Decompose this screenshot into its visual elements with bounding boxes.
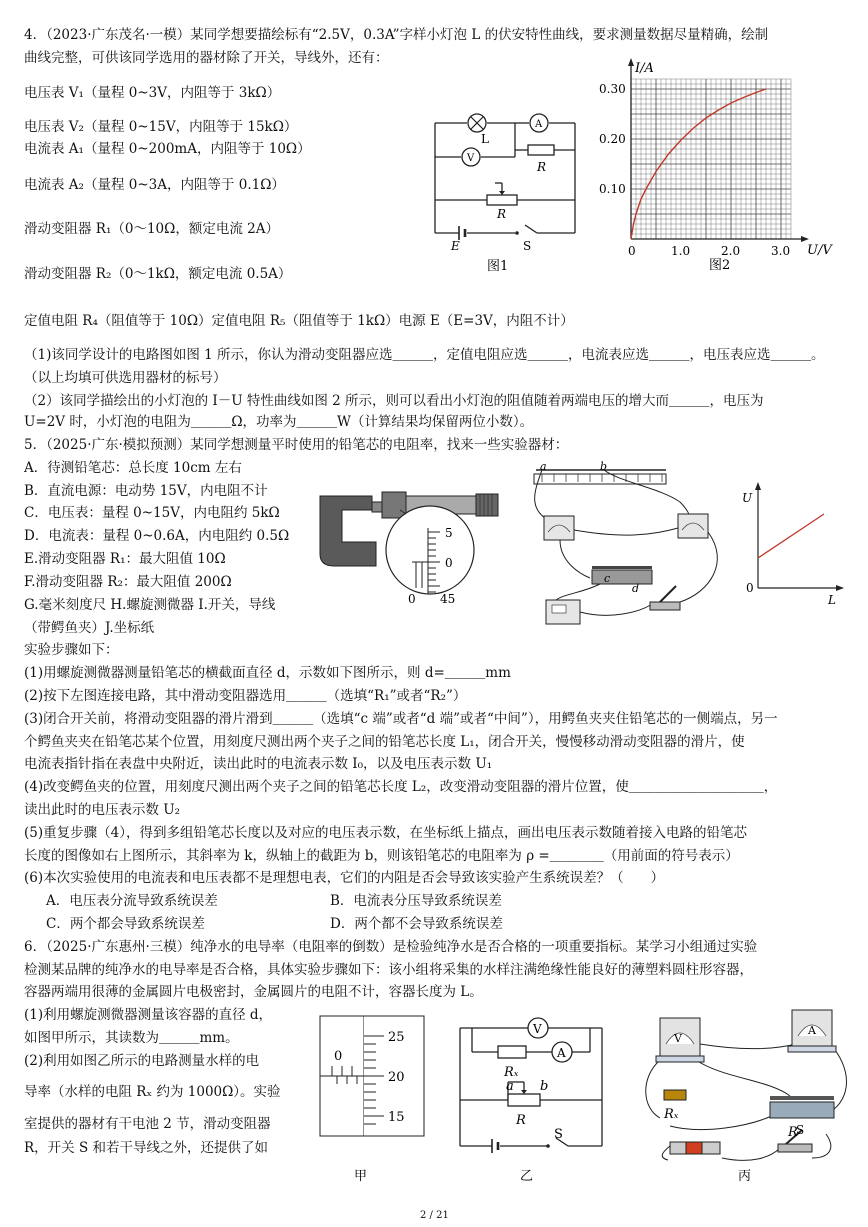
jia-label-0: 0	[334, 1049, 343, 1064]
q5-option-a[interactable]: A．电压表分流导致系统误差	[46, 893, 218, 909]
micrometer-label-45: 45	[440, 592, 456, 606]
equip-v1: 电压表 V₁（量程 0~3V，内阻等于 3kΩ）	[24, 85, 281, 101]
q5-step4: (4)改变鳄鱼夹的位置，用刻度尺测出两个夹子之间的铅笔芯长度 L₂，改变滑动变阻器的滑片位置，使＿＿＿＿＿＿＿＿＿＿，	[24, 779, 778, 795]
fig1-label-l: L	[481, 132, 489, 146]
q5-item-c: C．电压表：量程 0~15V，内电阻约 5kΩ	[24, 505, 280, 521]
x-tick-label: 1.0	[671, 244, 691, 258]
bing-label-r: R	[788, 1125, 798, 1140]
micrometer-base-0: 0	[408, 592, 416, 606]
q5-step3-cont2: 电流表指针指在表盘中央附近，读出此时的电流表示数 I₀，以及电压表示数 U₁	[24, 756, 493, 772]
q5-apparatus	[520, 462, 730, 632]
q5-item-a: A．待测铅笔芯：总长度 10cm 左右	[24, 460, 242, 476]
fig1-label-r: R	[537, 160, 547, 174]
q5-option-b[interactable]: B．电流表分压导致系统误差	[330, 893, 502, 909]
q5-step2: (2)按下左图连接电路，其中滑动变阻器选用＿＿＿（选填“R₁”或者“R₂”）	[24, 688, 467, 704]
q6-header: 6．（2025·广东惠州·三模）纯净水的电导率（电阻率的倒数）是检验纯净水是否合格的一项重要指标。某学习小组通过实验	[24, 939, 758, 955]
q5-step6: (6)本次实验使用的电流表和电压表都不是理想电表，它们的内阻是否会导致该实验产生系统误差？（ ）	[24, 870, 665, 886]
fig1-label-rheostat: R	[497, 207, 507, 221]
q5-item-e: E.滑动变阻器 R₁：最大阻值 10Ω	[24, 551, 226, 567]
bing-caption: 丙	[738, 1169, 752, 1184]
equip-resistors-source: 定值电阻 R₄（阻值等于 10Ω）定值电阻 R₅（阻值等于 1kΩ）电源 E（E=3V，内阻不计）	[24, 313, 574, 329]
q6-fig-yi	[452, 1010, 622, 1190]
equip-r1: 滑动变阻器 R₁（0～10Ω，额定电流 2A）	[24, 221, 279, 237]
bing-label-a: A	[808, 1024, 816, 1037]
q6-step2-cont2: 室提供的器材有干电池 2 节，滑动变阻器	[24, 1116, 271, 1132]
q4-part1: （1)该同学设计的电路图如图 1 所示，你认为滑动变阻器应选＿＿＿，定值电阻应选＿＿＿，电流表应选＿＿＿，电压表应选＿＿＿。	[24, 347, 825, 363]
yi-label-s: S	[554, 1127, 563, 1142]
yi-label-r: R	[516, 1113, 526, 1128]
page-number: 2 / 21	[420, 1210, 449, 1221]
equip-r2: 滑动变阻器 R₂（0～1kΩ，额定电流 0.5A）	[24, 266, 292, 282]
y-tick-label: 0.20	[599, 132, 626, 146]
q5-item-d: D．电流表：量程 0~0.6A，内电阻约 0.5Ω	[24, 528, 290, 544]
fig2-iu-chart	[595, 55, 832, 275]
q5-item-b: B．直流电源：电动势 15V，内电阻不计	[24, 483, 268, 499]
q6-step2-cont1: 导率（水样的电阻 Rₓ 约为 1000Ω）。实验	[24, 1084, 281, 1100]
fig1-circuit	[425, 105, 585, 275]
fig2-grid	[631, 79, 791, 239]
q5-step5: (5)重复步骤（4），得到多组铅笔芯长度以及对应的电压表示数，在坐标纸上描点，画出电压表示数随着接入电路的铅笔芯	[24, 825, 747, 841]
yi-label-v: V	[533, 1022, 542, 1036]
micrometer-label-5: 5	[445, 526, 453, 540]
q5-item-gh: G.毫米刻度尺 H.螺旋测微器 I.开关，导线	[24, 597, 276, 613]
apparatus-label-a: a	[540, 460, 547, 473]
q4-header-cont: 曲线完整，可供该同学选用的器材除了开关，导线外，还有：	[24, 50, 389, 66]
ul-ylabel: U	[742, 491, 753, 505]
micrometer-label-0: 0	[445, 556, 453, 570]
q6-step1-cont: 如图甲所示，其读数为＿＿＿mm。	[24, 1030, 239, 1046]
q5-step5-cont: 长度的图像如右上图所示，其斜率为 k，纵轴上的截距为 b，则该铅笔芯的电阻率为 ρ =＿＿＿＿（用前面的符号表示）	[24, 848, 739, 864]
fig2-tick-labels	[599, 82, 790, 258]
q5-steps-intro: 实验步骤如下：	[24, 642, 119, 658]
q6-fig-bing	[630, 1008, 860, 1188]
ul-xlabel: L	[828, 593, 836, 607]
q5-option-d[interactable]: D．两个都不会导致系统误差	[330, 916, 503, 932]
q5-micrometer	[312, 470, 512, 620]
q5-header: 5．（2025·广东·模拟预测）某同学想测量平时使用的铅笔芯的电阻率，找来一些实验器材：	[24, 437, 569, 453]
q5-item-f: F.滑动变阻器 R₂：最大阻值 200Ω	[24, 574, 232, 590]
q6-step1: (1)利用螺旋测微器测量该容器的直径 d，	[24, 1007, 273, 1023]
q5-option-c[interactable]: C．两个都会导致系统误差	[46, 916, 205, 932]
q5-step3: (3)闭合开关前，将滑动变阻器的滑片滑到＿＿＿（选填“c 端”或者“d 端”或者“中间”），用鳄鱼夹夹住铅笔芯的一侧端点，另一	[24, 711, 778, 727]
apparatus-label-d: d	[632, 582, 640, 595]
yi-label-rx: Rₓ	[504, 1065, 519, 1080]
jia-label-25: 25	[388, 1030, 405, 1045]
q6-fig-jia	[312, 1008, 434, 1188]
q6-step2-cont3: R，开关 S 和若干导线之外，还提供了如	[24, 1140, 268, 1156]
equip-a1: 电流表 A₁（量程 0~200mA，内阻等于 10Ω）	[24, 141, 311, 157]
q6-header-cont2: 容器两端用很薄的金属圆片电极密封，金属圆片的电阻不计，容器长度为 L。	[24, 984, 483, 1000]
yi-label-a-end: a	[506, 1079, 514, 1094]
fig2-ylabel: I/A	[635, 61, 654, 76]
fig1-label-e: E	[451, 239, 460, 253]
x-tick-label: 0	[628, 244, 636, 258]
y-tick-label: 0.10	[599, 182, 626, 196]
apparatus-label-c: c	[604, 572, 611, 585]
q6-header-cont1: 检测某品牌的纯净水的电导率是否合格，具体实验步骤如下：该小组将采集的水样注满绝缘性能良好的薄塑料圆柱形容器，	[24, 962, 753, 978]
q5-ul-graph	[738, 478, 848, 608]
bing-label-s: S	[796, 1123, 805, 1137]
equip-a2: 电流表 A₂（量程 0~3A，内阻等于 0.1Ω）	[24, 177, 285, 193]
x-axis-arrow	[801, 236, 809, 242]
fig2-caption: 图2	[709, 258, 731, 273]
jia-label-20: 20	[388, 1070, 405, 1085]
q4-part2: （2）该同学描绘出的小灯泡的 I－U 特性曲线如图 2 所示，则可以看出小灯泡的阻值随着两端电压的增大而＿＿＿，电压为	[24, 393, 764, 409]
bing-label-rx: Rₓ	[664, 1107, 679, 1122]
bing-label-v: V	[674, 1032, 682, 1045]
q5-item-j: （带鳄鱼夹）J.坐标纸	[24, 620, 155, 636]
x-tick-label: 2.0	[721, 244, 741, 258]
q5-step1: (1)用螺旋测微器测量铅笔芯的横截面直径 d，示数如下图所示，则 d=＿＿＿mm	[24, 665, 511, 681]
q4-part2-cont: U=2V 时，小灯泡的电阻为＿＿＿Ω，功率为＿＿＿W（计算结果均保留两位小数）。	[24, 414, 534, 430]
y-tick-label: 0.30	[599, 82, 626, 96]
yi-label-b-end: b	[540, 1079, 549, 1094]
yi-caption: 乙	[520, 1169, 534, 1184]
q5-step4-cont: 读出此时的电压表示数 U₂	[24, 802, 181, 818]
fig2-xlabel: U/V	[807, 243, 832, 258]
fig1-caption: 图1	[487, 259, 509, 274]
q4-header: 4．（2023·广东茂名·一模）某同学想要描绘标有“2.5V，0.3A”字样小灯泡 L 的伏安特性曲线，要求测量数据尽量精确，绘制	[24, 27, 769, 43]
jia-caption: 甲	[354, 1169, 368, 1184]
yi-label-a: A	[557, 1046, 566, 1060]
x-tick-label: 3.0	[771, 244, 791, 258]
q5-step3-cont1: 个鳄鱼夹夹在铅笔芯某个位置，用刻度尺测出两个夹子之间的铅笔芯长度 L₁，闭合开关，慢慢移动滑动变阻器的滑片，使	[24, 734, 745, 750]
fig1-label-v: V	[467, 153, 475, 164]
apparatus-label-b: b	[600, 460, 608, 473]
jia-label-15: 15	[388, 1110, 405, 1125]
q4-part1-note: （以上均填可供选用器材的标号）	[24, 370, 227, 386]
y-axis-arrow	[628, 58, 634, 66]
fig1-label-a: A	[535, 119, 543, 130]
q6-step2: (2)利用如图乙所示的电路测量水样的电	[24, 1053, 260, 1069]
equip-v2: 电压表 V₂（量程 0~15V，内阻等于 15kΩ）	[24, 119, 298, 135]
fig1-label-s: S	[523, 239, 532, 253]
ul-origin: 0	[746, 581, 754, 595]
